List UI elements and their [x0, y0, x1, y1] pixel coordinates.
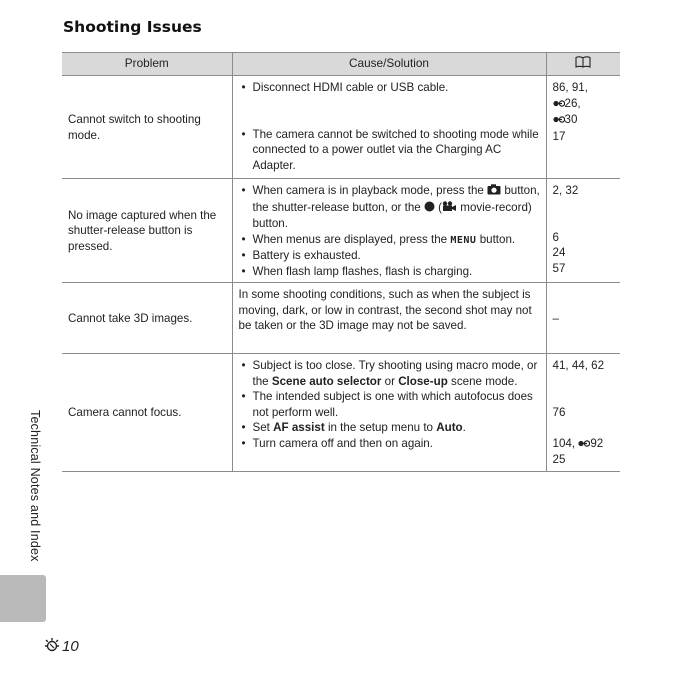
reference-line	[553, 96, 616, 113]
reference-section-icon	[44, 638, 62, 655]
reference-value: 17	[552, 129, 566, 143]
table-row	[62, 179, 620, 283]
list-item	[239, 358, 541, 389]
cause-cell	[232, 76, 546, 179]
list-item: • Disconnect HDMI cable or USB cable.	[239, 80, 541, 96]
reference-value: 26,	[564, 96, 581, 110]
reference-line	[553, 112, 616, 129]
list-item: • When flash lamp flashes, flash is charging.	[239, 264, 541, 280]
header-cause-solution: Cause/Solution	[232, 53, 546, 76]
reference-cell	[546, 179, 620, 283]
table-row	[62, 283, 620, 354]
reference-value: 25	[552, 453, 566, 466]
reference-value: 104,	[552, 436, 576, 450]
reference-value: 41, 44, 62	[552, 359, 605, 372]
page-number	[44, 637, 79, 655]
af-assist-label: AF assist	[273, 421, 325, 434]
reference-section-icon	[578, 437, 590, 453]
reference-value: –	[552, 311, 559, 325]
list-item-text: button.	[479, 232, 516, 246]
list-item-text: Set	[252, 421, 270, 434]
close-up-label: Close-up	[398, 374, 448, 388]
movie-camera-icon	[442, 201, 457, 217]
reference-value: 30	[564, 113, 578, 126]
list-item-text: When camera is in playback mode, press the	[252, 184, 484, 197]
list-item: • Turn camera off and then on again.	[239, 436, 541, 452]
problem-cell: Cannot switch to shooting mode.	[62, 76, 232, 179]
list-item: • Battery is exhausted.	[239, 248, 541, 264]
record-dot-icon	[424, 201, 435, 217]
list-item-text: or	[384, 374, 395, 388]
reference-section-icon	[553, 97, 565, 113]
list-item-text: button, the shutter-release button, or the	[252, 184, 540, 214]
reference-value: 24	[552, 246, 566, 259]
reference-value: 86, 91,	[552, 81, 588, 94]
list-item: • The intended subject is one with which autofocus does not perform well.	[239, 389, 541, 420]
book-icon	[575, 56, 591, 68]
scene-auto-selector-label: Scene auto selector	[271, 374, 382, 388]
list-item-text: When menus are displayed, press the	[252, 232, 448, 246]
menu-button-label: MENU	[450, 234, 477, 246]
problem-cell: Camera cannot focus.	[62, 354, 232, 472]
reference-line	[553, 436, 616, 453]
side-section-label: Technical Notes and Index	[28, 410, 42, 562]
list-item-text: movie-record) button.	[252, 200, 532, 230]
shooting-issues-table	[62, 52, 620, 472]
reference-cell	[546, 283, 620, 354]
list-item-text: Subject is too close. Try shooting using macro mode, or the	[252, 359, 538, 388]
reference-value: 76	[552, 405, 566, 419]
cause-cell	[232, 354, 546, 472]
cause-cell: In some shooting conditions, such as when the subject is moving, dark, or low in contrast, the second shot may not be taken or the 3D image may not be saved.	[232, 283, 546, 354]
header-reference	[546, 53, 620, 76]
list-item-text: scene mode.	[451, 374, 518, 388]
list-item-text: The camera cannot be switched to shooting mode while connected to a power outlet via the Charging AC Adapter.	[252, 127, 539, 172]
header-problem: Problem	[62, 53, 232, 76]
reference-value: 92	[590, 436, 604, 450]
reference-cell	[546, 354, 620, 472]
reference-value: 2, 32	[552, 184, 579, 197]
list-item-text: in the setup menu to	[327, 421, 433, 434]
list-item: • When camera is in playback mode, press the button, the shutter-release button, or the ( movie-record) button.	[239, 183, 541, 232]
reference-value: 6	[552, 230, 559, 244]
section-title: Shooting Issues	[63, 18, 202, 36]
problem-cell: Cannot take 3D images.	[62, 283, 232, 354]
list-item	[239, 232, 541, 249]
camera-icon	[487, 184, 501, 200]
reference-section-icon	[553, 113, 565, 129]
cause-cell	[232, 179, 546, 283]
table-row	[62, 354, 620, 472]
side-section-tab	[0, 575, 46, 622]
list-item-text: .	[462, 421, 466, 434]
list-item	[239, 420, 541, 436]
table-header-row	[62, 53, 620, 76]
table-row	[62, 76, 620, 179]
auto-label: Auto	[436, 421, 463, 434]
problem-cell: No image captured when the shutter-release button is pressed.	[62, 179, 232, 283]
reference-value: 57	[552, 261, 566, 275]
reference-cell	[546, 76, 620, 179]
list-item	[239, 127, 541, 174]
page-number-value: 10	[62, 638, 79, 655]
